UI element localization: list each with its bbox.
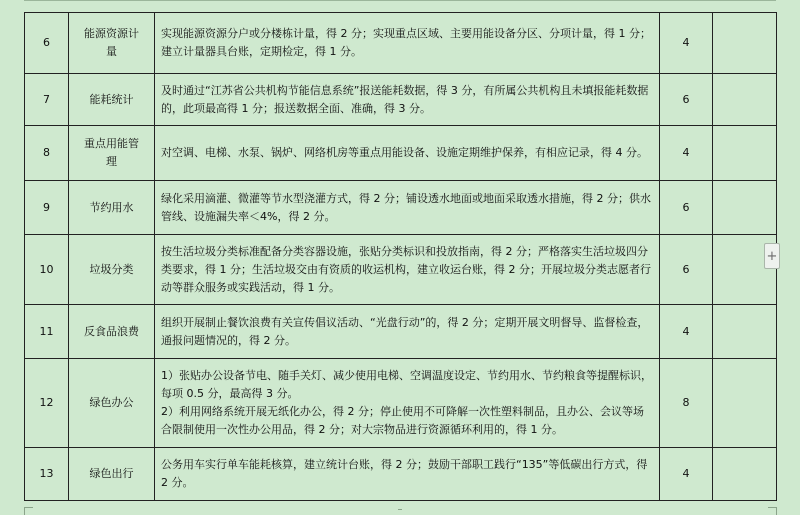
score-value: 4 xyxy=(660,448,713,501)
row-number: 12 xyxy=(25,359,69,448)
blank-cell xyxy=(713,126,777,181)
table-row xyxy=(25,181,777,235)
row-number: 9 xyxy=(25,181,69,235)
row-number: 13 xyxy=(25,448,69,501)
add-button[interactable] xyxy=(764,243,780,269)
standard-text: 及时通过“江苏省公共机构节能信息系统”报送能耗数据，得 3 分，有所属公共机构且未填报能耗数据的，此项最高得 1 分；报送数据全面、准确，得 3 分。 xyxy=(155,74,660,126)
table-row xyxy=(25,235,777,305)
row-number: 11 xyxy=(25,305,69,359)
standard-text: 组织开展制止餐饮浪费有关宣传倡议活动、“光盘行动”的，得 2 分；定期开展文明督导、监督检查，通报问题情况的，得 2 分。 xyxy=(155,305,660,359)
score-value: 4 xyxy=(660,126,713,181)
row-number: 7 xyxy=(25,74,69,126)
row-number: 10 xyxy=(25,235,69,305)
item-name: 绿色办公 xyxy=(89,396,134,409)
item-name: 绿色出行 xyxy=(89,467,134,480)
standard-text: 对空调、电梯、水泵、锅炉、网络机房等重点用能设备、设施定期维护保养，有相应记录，得 4 分。 xyxy=(155,126,660,181)
standard-text: 绿化采用滴灌、微灌等节水型浇灌方式，得 2 分；铺设透水地面或地面采取透水措施，得 2 分；供水管线、设施漏失率＜4%，得 2 分。 xyxy=(155,181,660,235)
table-row xyxy=(25,74,777,126)
table-row xyxy=(25,305,777,359)
item-name: 能源资源计量 xyxy=(84,27,139,58)
table-row xyxy=(25,359,777,448)
page-top-border xyxy=(24,0,776,1)
page-center-tick xyxy=(398,509,402,514)
blank-cell xyxy=(713,13,777,74)
item-name: 垃圾分类 xyxy=(89,262,134,276)
item-name: 反食品浪费 xyxy=(84,324,139,338)
score-value: 6 xyxy=(660,181,713,235)
blank-cell xyxy=(713,74,777,126)
standard-text: 公务用车实行单车能耗核算，建立统计台账，得 2 分；鼓励干部职工践行“135”等低碳出行方式，得 2 分。 xyxy=(155,448,660,501)
plus-icon: + xyxy=(766,248,778,264)
standard-line: 1）张贴办公设备节电、随手关灯、减少使用电梯、空调温度设定、节约用水、节约粮食等提醒标识，每项 0.5 分，最高得 3 分。 xyxy=(161,369,652,400)
score-value: 6 xyxy=(660,74,713,126)
row-number: 6 xyxy=(25,13,69,74)
standard-text: 实现能源资源分户或分楼栋计量，得 2 分；实现重点区域、主要用能设备分区、分项计量，得 1 分；建立计量器具台账，定期检定，得 1 分。 xyxy=(155,13,660,74)
score-value: 8 xyxy=(660,359,713,448)
standard-text xyxy=(155,359,660,448)
evaluation-table xyxy=(24,12,777,501)
standard-line: 2）利用网络系统开展无纸化办公，得 2 分；停止使用不可降解一次性塑料制品，且办公、会议等场合限制使用一次性办公用品，得 2 分；对大宗物品进行资源循环利用的，得 1 分。 xyxy=(161,405,644,436)
blank-cell xyxy=(713,359,777,448)
score-value: 4 xyxy=(660,305,713,359)
blank-cell xyxy=(713,448,777,501)
blank-cell xyxy=(713,305,777,359)
standard-text: 按生活垃圾分类标准配备分类容器设施，张贴分类标识和投放指南，得 2 分；严格落实生活垃圾四分类要求，得 1 分；生活垃圾交由有资质的收运机构，建立收运台账，得 2 分；开展垃圾分类志愿者行动等群众服务或实践活动，得 1 分。 xyxy=(155,235,660,305)
table-row xyxy=(25,448,777,501)
row-number: 8 xyxy=(25,126,69,181)
score-value: 6 xyxy=(660,235,713,305)
score-value: 4 xyxy=(660,13,713,74)
table-row xyxy=(25,13,777,74)
blank-cell xyxy=(713,181,777,235)
table-row xyxy=(25,126,777,181)
item-name: 重点用能管理 xyxy=(84,137,139,168)
item-name: 节约用水 xyxy=(89,200,134,214)
item-name: 能耗统计 xyxy=(89,92,134,106)
